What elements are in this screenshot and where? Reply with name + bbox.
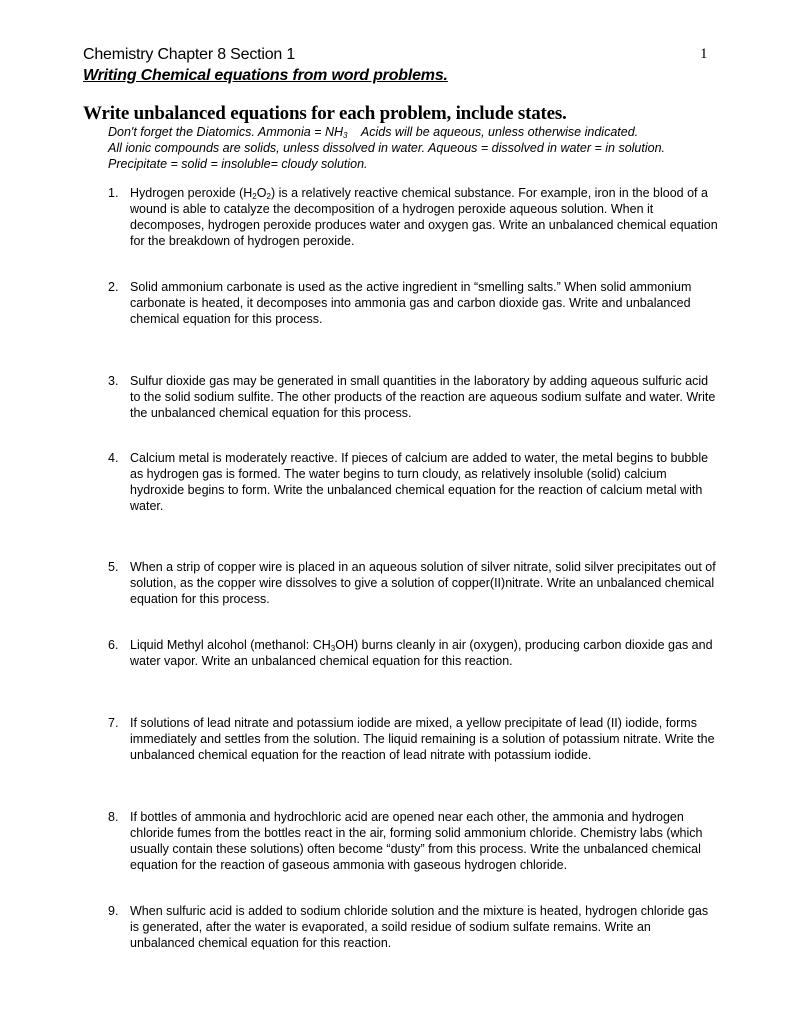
problem-number: 9. [108,904,119,918]
problem-number: 8. [108,810,119,824]
note-line-diatomics: Don't forget the Diatomics. Ammonia = $NH_3$ Acids will be aqueous, unless otherwise indicated. [108,125,639,140]
problem-8 [108,809,718,873]
problem-2 [108,279,718,327]
note-line-precipitate: Precipitate = solid = insoluble= cloudy solution. [108,157,368,171]
problem-1 [108,185,718,249]
page-number: 1 [700,46,708,62]
problem-4 [108,450,718,514]
problem-7 [108,715,718,763]
problem-text: Liquid Methyl alcohol (methanol: $CH_3OH$) burns cleanly in air (oxygen), producing carbon dioxide gas and water vapor. Write an unbalanced chemical equation for this reaction. [130,638,713,668]
problem-number: 1. [108,186,119,200]
problem-6 [108,637,718,669]
problem-text: Hydrogen peroxide $(H_2O_2)$ is a relatively reactive chemical substance. For example, iron in the blood of a wound is able to catalyze the decomposition of a hydrogen peroxide aqueous solution. When it decomposes, hydrogen peroxide produces water and oxygen gas. Write an unbalanced chemical equation for the breakdown of hydrogen peroxide. [130,186,718,248]
problem-text: Solid ammonium carbonate is used as the active ingredient in “smelling salts.” When solid ammonium carbonate is heated, it decomposes into ammonia gas and carbon dioxide gas. Write and unbalanced chemical equation for this process. [130,280,692,326]
problem-number: 5. [108,560,119,574]
problem-number: 4. [108,451,119,465]
problem-text: If bottles of ammonia and hydrochloric acid are opened near each other, the ammonia and hydrogen chloride fumes from the bottles react in the air, forming solid ammonium chloride. Chemistry labs (which usually contain these solutions) often become “dusty” from this process. Write the unbalanced chemical equation for the reaction of gaseous ammonia with gaseous hydrogen chloride. [130,810,703,872]
problem-number: 6. [108,638,119,652]
problem-number: 3. [108,374,119,388]
problem-3 [108,373,718,421]
header-subtitle: Writing Chemical equations from word problems. [83,67,448,84]
problem-text: If solutions of lead nitrate and potassium iodide are mixed, a yellow precipitate of lead (II) iodide, forms immediately and settles from the solution. The liquid remaining is a solution of potassium nitrate. Write the unbalanced chemical equation for the reaction of lead nitrate with potassium iodide. [130,716,715,762]
header-title: Chemistry Chapter 8 Section 1 [83,46,296,63]
problem-9 [108,903,718,951]
problem-text: Calcium metal is moderately reactive. If pieces of calcium are added to water, the metal begins to bubble as hydrogen gas is formed. The water begins to turn cloudy, as relatively insoluble (solid) calcium hydroxide begins to form. Write the unbalanced chemical equation for the reaction of calcium metal with water. [130,451,709,513]
instructions-heading: Write unbalanced equations for each problem, include states. [83,103,567,124]
problem-text: Sulfur dioxide gas may be generated in small quantities in the laboratory by adding aqueous sulfuric acid to the solid sodium sulfite. The other products of the reaction are aqueous sodium sulfate and water. Write the unbalanced chemical equation for this process. [130,374,716,420]
problem-text: When sulfuric acid is added to sodium chloride solution and the mixture is heated, hydrogen chloride gas is generated, after the water is evaporated, a soild residue of sodium sulfate remains. Write an unbalanced chemical equation for this reaction. [130,904,709,950]
problem-number: 7. [108,716,119,730]
problem-text: When a strip of copper wire is placed in an aqueous solution of silver nitrate, solid silver precipitates out of solution, as the copper wire dissolves to give a solution of copper(II)nitrate. Write an unbalanced chemical equation for this process. [130,560,716,606]
instructions-notes [108,124,728,172]
note-line-ionic: All ionic compounds are solids, unless dissolved in water. Aqueous = dissolved in water = in solution. [108,141,666,155]
problem-5 [108,559,718,607]
problem-number: 2. [108,280,119,294]
